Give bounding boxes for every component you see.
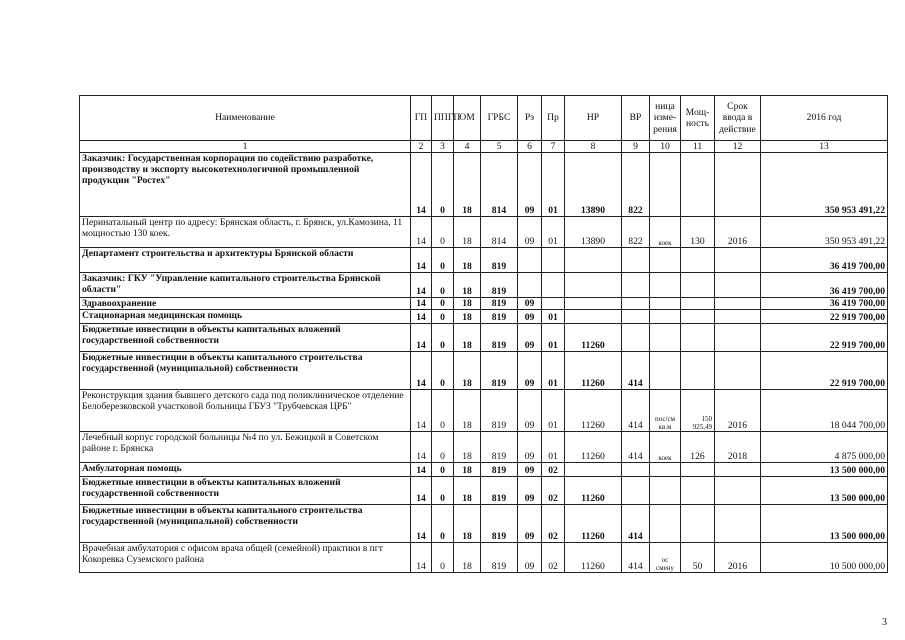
cell-rz: 09 (518, 352, 542, 390)
cell-pr: 01 (542, 390, 565, 432)
cell-gp: 14 (411, 217, 432, 248)
cell-unit: коек (650, 432, 681, 463)
cell-om: 18 (454, 273, 481, 298)
cell-unit (650, 298, 681, 310)
cell-pr: 02 (542, 543, 565, 573)
cell-nr (565, 310, 622, 324)
cell-ppgp: 0 (432, 505, 454, 543)
col-number: 5 (481, 141, 518, 153)
cell-gp: 14 (411, 352, 432, 390)
col-header: Мощ- ность (681, 96, 715, 141)
cell-vr (622, 310, 650, 324)
cell-om: 18 (454, 324, 481, 352)
col-number: 1 (80, 141, 411, 153)
cell-name: Перинатальный центр по адресу: Брянская область, г. Брянск, ул.Камозина, 11 мощностью 130 коек. (80, 217, 411, 248)
cell-rz: 09 (518, 543, 542, 573)
cell-term (715, 324, 761, 352)
cell-power: 130 (681, 217, 715, 248)
cell-om: 18 (454, 463, 481, 477)
cell-amount: 22 919 700,00 (761, 324, 888, 352)
cell-term: 2016 (715, 390, 761, 432)
cell-amount: 10 500 000,00 (761, 543, 888, 573)
cell-ppgp: 0 (432, 273, 454, 298)
cell-nr (565, 298, 622, 310)
cell-grbs: 819 (481, 390, 518, 432)
cell-vr (622, 248, 650, 273)
cell-term (715, 310, 761, 324)
cell-nr: 11260 (565, 324, 622, 352)
cell-grbs: 814 (481, 217, 518, 248)
cell-nr: 11260 (565, 432, 622, 463)
cell-unit: ос смену (650, 543, 681, 573)
cell-gp: 14 (411, 477, 432, 505)
col-header: Наименование (80, 96, 411, 141)
cell-grbs: 819 (481, 543, 518, 573)
col-header: ППГП (432, 96, 454, 141)
table-row (80, 477, 888, 505)
cell-gp: 14 (411, 248, 432, 273)
cell-pr: 02 (542, 463, 565, 477)
cell-term: 2016 (715, 217, 761, 248)
table-body (80, 153, 888, 573)
cell-om: 18 (454, 248, 481, 273)
cell-unit: коек (650, 217, 681, 248)
table-row (80, 217, 888, 248)
cell-ppgp: 0 (432, 298, 454, 310)
cell-pr: 01 (542, 324, 565, 352)
cell-om: 18 (454, 217, 481, 248)
cell-term (715, 298, 761, 310)
cell-pr: 01 (542, 432, 565, 463)
cell-name: Бюджетные инвестиции в объекты капитальных вложений государственной собственности (80, 324, 411, 352)
cell-term (715, 273, 761, 298)
cell-rz: 09 (518, 324, 542, 352)
cell-pr: 02 (542, 505, 565, 543)
cell-term (715, 477, 761, 505)
cell-grbs: 819 (481, 310, 518, 324)
cell-gp: 14 (411, 273, 432, 298)
cell-power (681, 273, 715, 298)
col-number: 13 (761, 141, 888, 153)
page-number: 3 (882, 617, 887, 628)
cell-grbs: 819 (481, 324, 518, 352)
cell-name: Реконструкция здания бывшего детского сада под поликлиническое отделение Белоберезковской участковой больницы ГБУЗ "Трубчевская ЦРБ" (80, 390, 411, 432)
cell-power (681, 505, 715, 543)
col-number: 3 (432, 141, 454, 153)
cell-rz: 09 (518, 390, 542, 432)
cell-power (681, 310, 715, 324)
col-number: 4 (454, 141, 481, 153)
cell-amount: 22 919 700,00 (761, 310, 888, 324)
cell-amount: 350 953 491,22 (761, 217, 888, 248)
cell-ppgp: 0 (432, 432, 454, 463)
cell-nr (565, 248, 622, 273)
cell-om: 18 (454, 310, 481, 324)
budget-table (79, 95, 888, 573)
cell-unit (650, 463, 681, 477)
col-number: 7 (542, 141, 565, 153)
cell-amount: 36 419 700,00 (761, 248, 888, 273)
cell-rz: 09 (518, 217, 542, 248)
cell-name: Лечебный корпус городской больницы №4 по ул. Бежицкой в Советском районе г. Брянска (80, 432, 411, 463)
cell-amount: 4 875 000,00 (761, 432, 888, 463)
cell-name: Бюджетные инвестиции в объекты капитального строительства государственной (муниципальной) собственности (80, 352, 411, 390)
cell-amount: 13 500 000,00 (761, 505, 888, 543)
cell-term (715, 248, 761, 273)
col-header: ница изме- рения (650, 96, 681, 141)
col-number: 8 (565, 141, 622, 153)
cell-rz: 09 (518, 310, 542, 324)
cell-rz (518, 273, 542, 298)
cell-gp: 14 (411, 310, 432, 324)
cell-pr (542, 248, 565, 273)
cell-unit (650, 505, 681, 543)
cell-ppgp: 0 (432, 217, 454, 248)
cell-vr (622, 324, 650, 352)
col-header: ОМ (454, 96, 481, 141)
cell-power (681, 324, 715, 352)
cell-name: Бюджетные инвестиции в объекты капитального строительства государственной (муниципальной) собственности (80, 505, 411, 543)
col-number: 11 (681, 141, 715, 153)
cell-power (681, 298, 715, 310)
cell-vr: 822 (622, 217, 650, 248)
cell-om: 18 (454, 153, 481, 217)
cell-ppgp: 0 (432, 153, 454, 217)
cell-term (715, 153, 761, 217)
cell-gp: 14 (411, 324, 432, 352)
col-header: ВР (622, 96, 650, 141)
cell-power: 50 (681, 543, 715, 573)
table-row (80, 432, 888, 463)
cell-name: Департамент строительства и архитектуры Брянской области (80, 248, 411, 273)
cell-gp: 14 (411, 463, 432, 477)
cell-gp: 14 (411, 298, 432, 310)
cell-rz (518, 248, 542, 273)
cell-amount: 36 419 700,00 (761, 298, 888, 310)
cell-rz: 09 (518, 432, 542, 463)
table-row (80, 390, 888, 432)
table-row (80, 463, 888, 477)
cell-term: 2016 (715, 543, 761, 573)
cell-name: Здравоохранение (80, 298, 411, 310)
cell-vr: 414 (622, 352, 650, 390)
cell-name: Амбулаторная помощь (80, 463, 411, 477)
cell-grbs: 819 (481, 352, 518, 390)
cell-om: 18 (454, 432, 481, 463)
cell-pr (542, 273, 565, 298)
cell-pr: 01 (542, 352, 565, 390)
header-row (80, 96, 888, 141)
col-number: 9 (622, 141, 650, 153)
col-header: 2016 год (761, 96, 888, 141)
table-row (80, 248, 888, 273)
cell-pr: 01 (542, 153, 565, 217)
table-row (80, 324, 888, 352)
cell-om: 18 (454, 352, 481, 390)
cell-ppgp: 0 (432, 543, 454, 573)
cell-vr (622, 298, 650, 310)
cell-grbs: 819 (481, 273, 518, 298)
col-number: 12 (715, 141, 761, 153)
cell-term: 2018 (715, 432, 761, 463)
cell-nr: 11260 (565, 477, 622, 505)
cell-grbs: 819 (481, 432, 518, 463)
cell-unit (650, 248, 681, 273)
cell-name: Заказчик: Государственная корпорация по содействию разработке, производству и экспорту высокотехнологичной промышленной продукции "Ростех" (80, 153, 411, 217)
cell-ppgp: 0 (432, 248, 454, 273)
cell-rz: 09 (518, 477, 542, 505)
cell-gp: 14 (411, 390, 432, 432)
cell-nr: 11260 (565, 390, 622, 432)
cell-unit (650, 273, 681, 298)
col-number: 10 (650, 141, 681, 153)
col-header: НР (565, 96, 622, 141)
col-number: 6 (518, 141, 542, 153)
cell-name: Стационарная медицинская помощь (80, 310, 411, 324)
cell-ppgp: 0 (432, 310, 454, 324)
cell-gp: 14 (411, 153, 432, 217)
cell-pr (542, 298, 565, 310)
cell-nr: 11260 (565, 543, 622, 573)
cell-unit (650, 310, 681, 324)
cell-power (681, 352, 715, 390)
cell-power (681, 463, 715, 477)
cell-pr: 01 (542, 217, 565, 248)
cell-power (681, 248, 715, 273)
cell-rz: 09 (518, 505, 542, 543)
cell-om: 18 (454, 505, 481, 543)
table-row (80, 153, 888, 217)
cell-name: Бюджетные инвестиции в объекты капитальных вложений государственной собственности (80, 477, 411, 505)
cell-unit (650, 153, 681, 217)
cell-amount: 13 500 000,00 (761, 463, 888, 477)
cell-grbs: 814 (481, 153, 518, 217)
cell-grbs: 819 (481, 505, 518, 543)
col-header: ГРБС (481, 96, 518, 141)
cell-gp: 14 (411, 543, 432, 573)
cell-amount: 13 500 000,00 (761, 477, 888, 505)
cell-power: 150 925,49 (681, 390, 715, 432)
cell-vr (622, 463, 650, 477)
cell-nr (565, 463, 622, 477)
cell-vr: 414 (622, 432, 650, 463)
table-row (80, 298, 888, 310)
cell-ppgp: 0 (432, 477, 454, 505)
col-header: Пр (542, 96, 565, 141)
cell-term (715, 463, 761, 477)
table-row (80, 310, 888, 324)
cell-grbs: 819 (481, 477, 518, 505)
cell-vr (622, 477, 650, 505)
cell-rz: 09 (518, 463, 542, 477)
cell-unit: пос/см кв.м (650, 390, 681, 432)
col-header: Рз (518, 96, 542, 141)
cell-om: 18 (454, 390, 481, 432)
cell-nr: 13890 (565, 153, 622, 217)
cell-grbs: 819 (481, 248, 518, 273)
cell-ppgp: 0 (432, 352, 454, 390)
cell-vr: 414 (622, 390, 650, 432)
table-row (80, 352, 888, 390)
cell-amount: 350 953 491,22 (761, 153, 888, 217)
column-number-row (80, 141, 888, 153)
cell-ppgp: 0 (432, 463, 454, 477)
cell-power: 126 (681, 432, 715, 463)
cell-power (681, 153, 715, 217)
cell-unit (650, 324, 681, 352)
cell-vr: 414 (622, 505, 650, 543)
cell-name: Врачебная амбулатория с офисом врача общей (семейной) практики в пгт Кокоревка Суземского района (80, 543, 411, 573)
cell-nr (565, 273, 622, 298)
col-header: ГП (411, 96, 432, 141)
cell-vr: 822 (622, 153, 650, 217)
table-row (80, 273, 888, 298)
cell-nr: 11260 (565, 352, 622, 390)
cell-amount: 22 919 700,00 (761, 352, 888, 390)
cell-gp: 14 (411, 505, 432, 543)
cell-grbs: 819 (481, 298, 518, 310)
col-header: Срок ввода в действие (715, 96, 761, 141)
cell-term (715, 505, 761, 543)
cell-ppgp: 0 (432, 390, 454, 432)
cell-amount: 36 419 700,00 (761, 273, 888, 298)
cell-ppgp: 0 (432, 324, 454, 352)
cell-unit (650, 352, 681, 390)
cell-grbs: 819 (481, 463, 518, 477)
cell-nr: 11260 (565, 505, 622, 543)
cell-unit (650, 477, 681, 505)
cell-power (681, 477, 715, 505)
cell-term (715, 352, 761, 390)
cell-amount: 18 044 700,00 (761, 390, 888, 432)
cell-pr: 01 (542, 310, 565, 324)
cell-name: Заказчик: ГКУ "Управление капитального строительства Брянской области" (80, 273, 411, 298)
cell-rz: 09 (518, 153, 542, 217)
col-number: 2 (411, 141, 432, 153)
cell-nr: 13890 (565, 217, 622, 248)
cell-vr (622, 273, 650, 298)
cell-gp: 14 (411, 432, 432, 463)
cell-rz: 09 (518, 298, 542, 310)
cell-om: 18 (454, 298, 481, 310)
table-row (80, 543, 888, 573)
cell-om: 18 (454, 543, 481, 573)
cell-pr: 02 (542, 477, 565, 505)
table-row (80, 505, 888, 543)
cell-om: 18 (454, 477, 481, 505)
cell-vr: 414 (622, 543, 650, 573)
